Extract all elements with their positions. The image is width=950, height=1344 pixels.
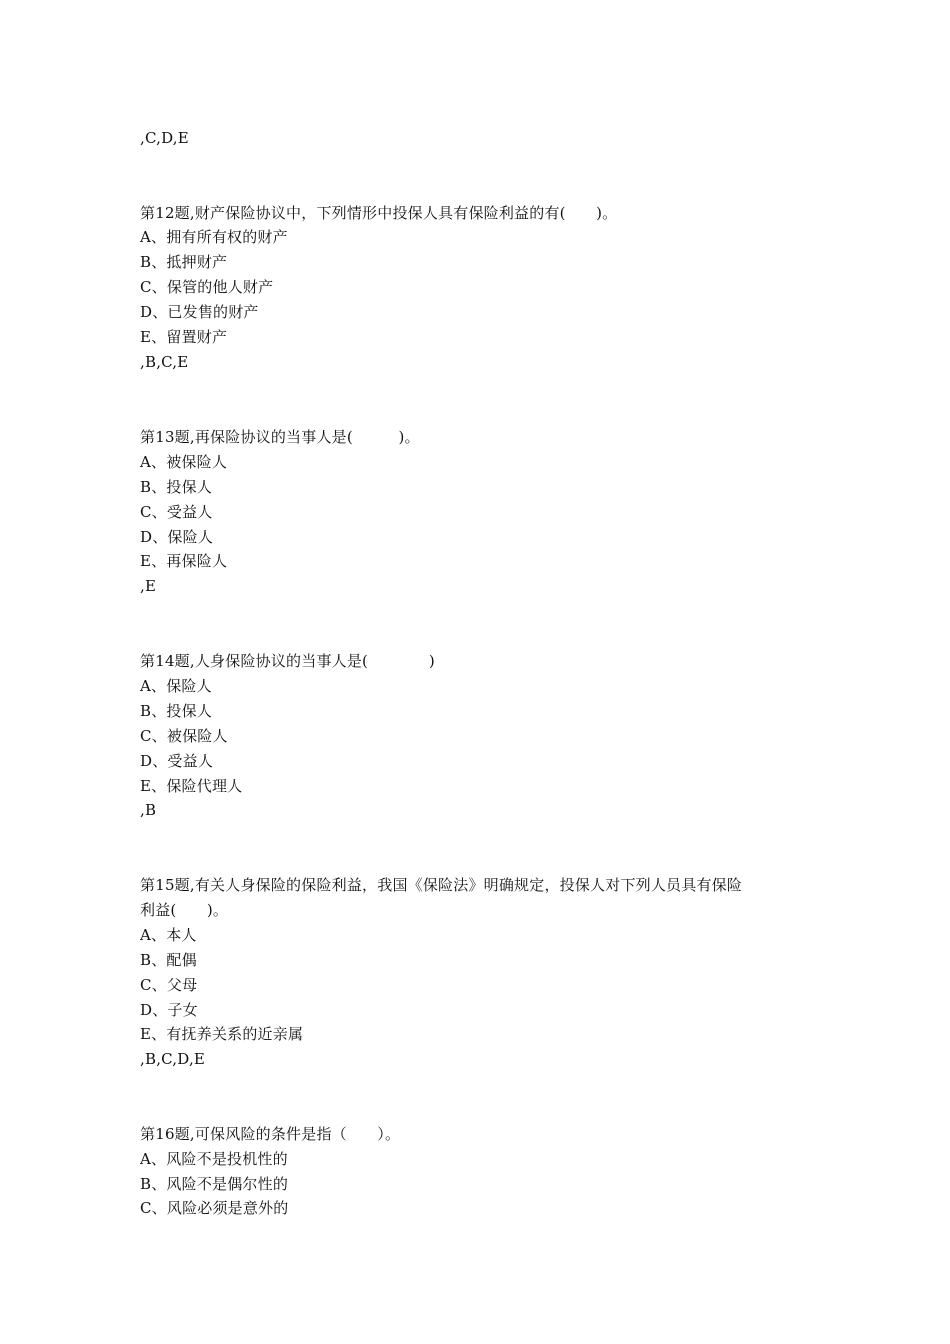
q13-option-a: A、被保险人 bbox=[140, 453, 228, 471]
q12-option-e: E、留置财产 bbox=[140, 328, 228, 346]
q12-option-b: B、抵押财产 bbox=[140, 253, 228, 271]
q14-question: 第14题,人身保险协议的当事人是( ) bbox=[140, 652, 435, 670]
q12-question: 第12题,财产保险协议中，下列情形中投保人具有保险利益的有( )。 bbox=[140, 204, 618, 222]
prev-answer: ,C,D,E bbox=[140, 129, 189, 147]
q15-question-line1: 第15题,有关人身保险的保险利益，我国《保险法》明确规定，投保人对下列人员具有保险 bbox=[140, 876, 743, 894]
q14-option-b: B、投保人 bbox=[140, 702, 213, 720]
q12-option-c: C、保管的他人财产 bbox=[140, 278, 274, 296]
q16-question: 第16题,可保风险的条件是指（ ）。 bbox=[140, 1125, 401, 1143]
q12-option-d: D、已发售的财产 bbox=[140, 303, 259, 321]
q15-option-b: B、配偶 bbox=[140, 951, 197, 969]
q12-answer: ,B,C,E bbox=[140, 353, 189, 371]
q15-option-a: A、本人 bbox=[140, 926, 197, 944]
q14-option-c: C、被保险人 bbox=[140, 727, 228, 745]
q14-option-d: D、受益人 bbox=[140, 752, 214, 770]
q15-option-c: C、父母 bbox=[140, 976, 198, 994]
q13-option-b: B、投保人 bbox=[140, 478, 213, 496]
q16-option-b: B、风险不是偶尔性的 bbox=[140, 1175, 289, 1193]
q13-question: 第13题,再保险协议的当事人是( )。 bbox=[140, 428, 420, 446]
q13-option-e: E、再保险人 bbox=[140, 552, 228, 570]
q14-answer: ,B bbox=[140, 801, 157, 819]
q15-option-d: D、子女 bbox=[140, 1001, 198, 1019]
q15-answer: ,B,C,D,E bbox=[140, 1050, 206, 1068]
q14-option-e: E、保险代理人 bbox=[140, 777, 243, 795]
q16-option-a: A、风险不是投机性的 bbox=[140, 1150, 288, 1168]
q14-option-a: A、保险人 bbox=[140, 677, 212, 695]
q13-answer: ,E bbox=[140, 577, 157, 595]
q15-question-line2: 利益( )。 bbox=[140, 901, 229, 919]
q12-option-a: A、拥有所有权的财产 bbox=[140, 228, 288, 246]
q15-option-e: E、有抚养关系的近亲属 bbox=[140, 1025, 304, 1043]
q16-option-c: C、风险必须是意外的 bbox=[140, 1199, 289, 1217]
q13-option-c: C、受益人 bbox=[140, 503, 213, 521]
q13-option-d: D、保险人 bbox=[140, 528, 214, 546]
